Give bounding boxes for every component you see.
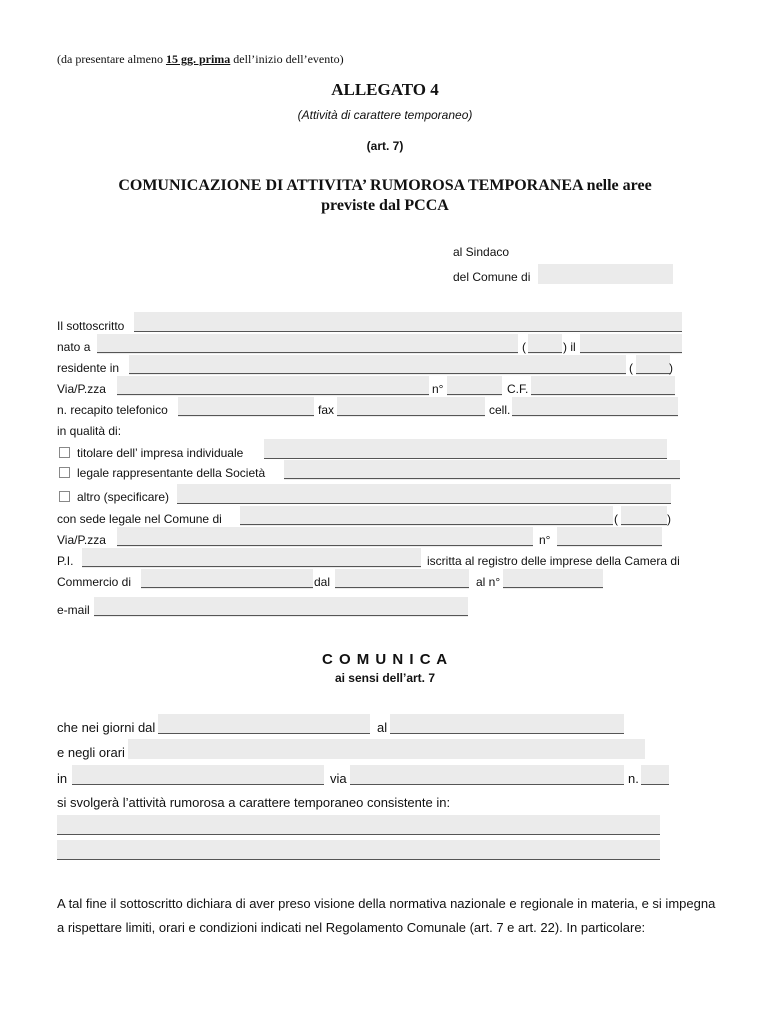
commercio-label: Commercio di bbox=[57, 575, 132, 589]
giorni-dal-label: che nei giorni dal bbox=[57, 720, 156, 735]
sede-field[interactable] bbox=[240, 506, 613, 526]
cf-underline bbox=[531, 394, 675, 395]
telefono-field[interactable] bbox=[178, 397, 314, 417]
altro-field[interactable] bbox=[177, 484, 671, 504]
telefono-underline bbox=[178, 415, 314, 416]
option-titolare-label: titolare dell’ impresa individuale bbox=[77, 446, 244, 460]
in-underline bbox=[72, 784, 324, 785]
residente-prov-underline bbox=[636, 373, 670, 374]
nato-a-underline bbox=[97, 352, 518, 353]
allegato-title: ALLEGATO 4 bbox=[331, 80, 439, 99]
cell-field[interactable] bbox=[512, 397, 678, 417]
closing-line1: A tal fine il sottoscritto dichiara di aver preso visione della normativa nazionale e regionale in materia, e si impegna bbox=[57, 896, 716, 911]
cf-field[interactable] bbox=[531, 376, 675, 396]
descrizione-field-1[interactable] bbox=[57, 815, 660, 835]
comune-field[interactable] bbox=[538, 264, 673, 284]
orari-label: e negli orari bbox=[57, 745, 125, 760]
nato-prov-underline bbox=[528, 352, 562, 353]
giorni-al-field[interactable] bbox=[390, 714, 624, 734]
sede-label: con sede legale nel Comune di bbox=[57, 512, 222, 526]
option-legale[interactable] bbox=[59, 466, 265, 480]
checkbox-legale[interactable] bbox=[59, 467, 70, 478]
nato-paren-open: ( bbox=[522, 340, 526, 354]
data-nascita-underline bbox=[580, 352, 682, 353]
in-field[interactable] bbox=[72, 765, 324, 785]
nato-a-field[interactable] bbox=[97, 334, 518, 354]
email-field[interactable] bbox=[94, 597, 468, 617]
pi-label: P.I. bbox=[57, 554, 74, 568]
sede-prov-underline bbox=[621, 524, 667, 525]
cell-label: cell. bbox=[489, 403, 511, 417]
via3-label: via bbox=[330, 771, 347, 786]
sede-underline bbox=[240, 524, 613, 525]
al-n-label: al n° bbox=[476, 575, 501, 589]
subtitle: (Attività di carattere temporaneo) bbox=[297, 108, 473, 122]
n-field[interactable] bbox=[641, 765, 669, 785]
via3-underline bbox=[350, 784, 624, 785]
cell-underline bbox=[512, 415, 678, 416]
legale-underline bbox=[284, 478, 680, 479]
legale-field[interactable] bbox=[284, 460, 680, 480]
option-titolare[interactable] bbox=[59, 446, 243, 460]
orari-field[interactable] bbox=[128, 739, 645, 759]
via2-label: Via/P.zza bbox=[57, 533, 106, 547]
pi-field[interactable] bbox=[82, 548, 421, 568]
recipient-sindaco: al Sindaco bbox=[453, 245, 510, 259]
checkbox-altro[interactable] bbox=[59, 491, 70, 502]
via-label: Via/P.zza bbox=[57, 382, 106, 396]
sottoscritto-label: Il sottoscritto bbox=[57, 319, 125, 333]
via-underline bbox=[117, 394, 429, 395]
via2-field[interactable] bbox=[117, 527, 533, 547]
giorni-al-underline bbox=[390, 733, 624, 734]
cf-label: C.F. bbox=[507, 382, 529, 396]
dal-label: dal bbox=[314, 575, 331, 589]
iscritta-label: iscritta al registro delle imprese della Camera di bbox=[427, 554, 680, 568]
giorni-dal-field[interactable] bbox=[158, 714, 370, 734]
document-title-line1: COMUNICAZIONE DI ATTIVITA’ RUMOROSA TEMPORANEA nelle aree bbox=[118, 177, 652, 194]
via-field[interactable] bbox=[117, 376, 429, 396]
closing-line2: a rispettare limiti, orari e condizioni indicati nel Regolamento Comunale (art. 7 e art. 22). In particolare: bbox=[57, 920, 646, 935]
n-underline bbox=[641, 784, 669, 785]
numero2-underline bbox=[557, 545, 662, 546]
nato-prov-field[interactable] bbox=[528, 334, 562, 354]
residente-paren-close: ) bbox=[669, 361, 673, 375]
numero2-label: n° bbox=[539, 533, 551, 547]
option-altro-label: altro (specificare) bbox=[77, 490, 170, 504]
in-label: in bbox=[57, 771, 68, 786]
numero-field[interactable] bbox=[447, 376, 502, 396]
submission-note bbox=[57, 52, 344, 67]
fax-underline bbox=[337, 415, 485, 416]
commercio-field[interactable] bbox=[141, 569, 313, 589]
giorni-al-label: al bbox=[377, 720, 388, 735]
residente-paren-open: ( bbox=[629, 361, 633, 375]
option-altro[interactable] bbox=[59, 490, 169, 504]
altro-underline bbox=[177, 503, 671, 504]
article-ref: (art. 7) bbox=[366, 139, 404, 153]
email-underline bbox=[94, 615, 468, 616]
numero2-field[interactable] bbox=[557, 527, 662, 547]
al-n-underline bbox=[503, 587, 603, 588]
document-title-line2: previste dal PCCA bbox=[321, 197, 449, 214]
descrizione-field-2[interactable] bbox=[57, 840, 660, 860]
descrizione-underline-1 bbox=[57, 834, 660, 835]
residente-underline bbox=[129, 373, 626, 374]
comunica-heading: C O M U N I C A bbox=[321, 651, 449, 668]
commercio-underline bbox=[141, 587, 313, 588]
fax-label: fax bbox=[318, 403, 335, 417]
il-label: ) il bbox=[563, 340, 576, 354]
al-n-field[interactable] bbox=[503, 569, 603, 589]
fax-field[interactable] bbox=[337, 397, 485, 417]
giorni-dal-underline bbox=[158, 733, 370, 734]
n-label: n. bbox=[628, 771, 639, 786]
note-deadline: 15 gg. prima bbox=[165, 52, 231, 66]
sede-prov-field[interactable] bbox=[621, 506, 667, 526]
qualita-label: in qualità di: bbox=[57, 424, 122, 438]
via2-underline bbox=[117, 545, 533, 546]
residente-label: residente in bbox=[57, 361, 120, 375]
residente-prov-field[interactable] bbox=[636, 355, 670, 375]
note-text-end: dell’inizio dell’evento) bbox=[230, 52, 344, 66]
sede-paren-open: ( bbox=[614, 512, 618, 526]
dal-field[interactable] bbox=[335, 569, 469, 589]
residente-field[interactable] bbox=[129, 355, 626, 375]
svolgera-label: si svolgerà l’attività rumorosa a carattere temporaneo consistente in: bbox=[57, 795, 451, 810]
dal-underline bbox=[335, 587, 469, 588]
recipient-comune-label: del Comune di bbox=[453, 270, 531, 284]
numero-underline bbox=[447, 394, 502, 395]
checkbox-titolare[interactable] bbox=[59, 447, 70, 458]
sottoscritto-field[interactable] bbox=[134, 312, 682, 332]
sede-paren-close: ) bbox=[667, 512, 671, 526]
descrizione-underline-2 bbox=[57, 859, 660, 860]
titolare-field[interactable] bbox=[264, 439, 667, 459]
numero-label: n° bbox=[432, 382, 444, 396]
note-text: (da presentare almeno bbox=[57, 52, 166, 66]
email-label: e-mail bbox=[57, 603, 90, 617]
via3-field[interactable] bbox=[350, 765, 624, 785]
pi-underline bbox=[82, 566, 421, 567]
option-legale-label: legale rappresentante della Società bbox=[77, 466, 266, 480]
sottoscritto-underline bbox=[134, 331, 682, 332]
titolare-underline bbox=[264, 458, 667, 459]
comunica-subheading: ai sensi dell’art. 7 bbox=[334, 671, 436, 685]
nato-a-label: nato a bbox=[57, 340, 91, 354]
telefono-label: n. recapito telefonico bbox=[57, 403, 168, 417]
data-nascita-field[interactable] bbox=[580, 334, 682, 354]
